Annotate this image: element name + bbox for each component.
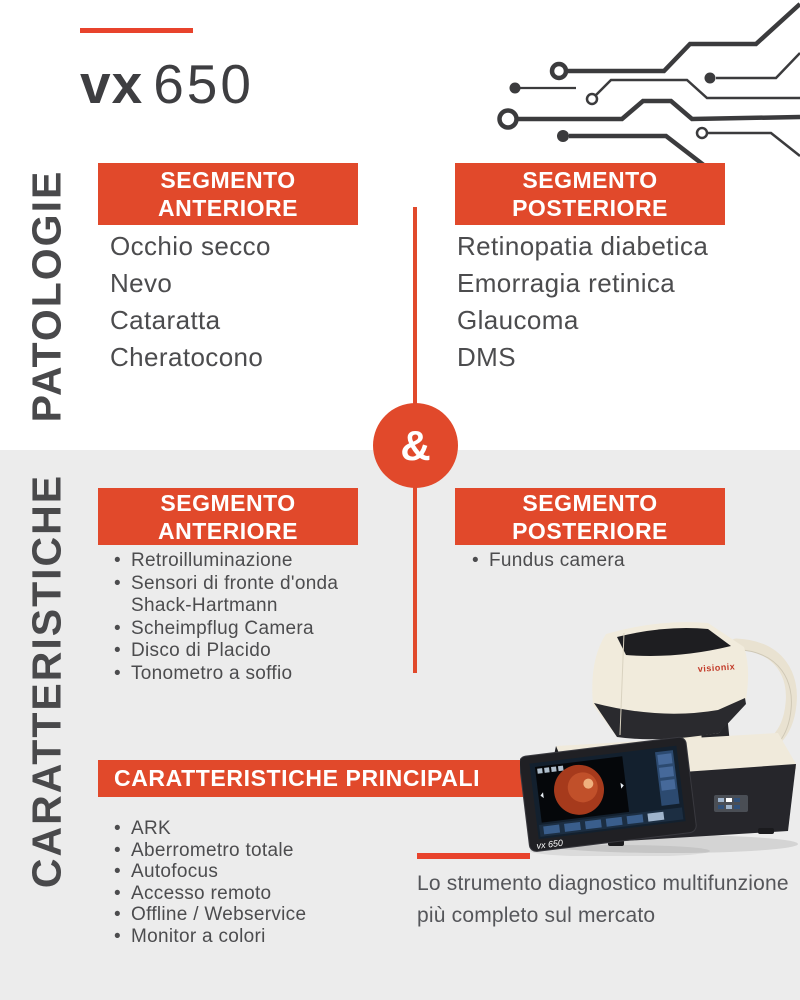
header-line: ANTERIORE <box>158 195 298 221</box>
caratteristica-item: • Retroilluminazione <box>112 550 364 573</box>
caratteristica-item: • Autofocus <box>112 861 442 883</box>
patologia-item: Cataratta <box>110 305 221 335</box>
patologie-posteriore-header <box>455 163 725 225</box>
tagline: Lo strumento diagnostico multifunzione più completo sul mercato <box>417 872 789 927</box>
section-label-patologie: PATOLOGIE <box>23 169 70 423</box>
device-screen <box>520 736 697 852</box>
caratteristica-item: • Monitor a colori <box>112 926 442 948</box>
caratteristica-item: • Accesso remoto <box>112 883 442 905</box>
caratteristica-item: • Scheimpflug Camera <box>112 618 364 641</box>
patologia-item: Glaucoma <box>457 305 579 335</box>
title-accent-bar <box>80 28 193 33</box>
product-number: 650 <box>153 53 254 115</box>
caratteristiche-anteriore-list <box>112 550 364 685</box>
patologia-item: Cheratocono <box>110 342 264 372</box>
caratteristica-item: • ARK <box>112 818 442 840</box>
circuit-graphic <box>480 0 800 165</box>
caratteristica-item: • Aberrometro totale <box>112 840 442 862</box>
caratteristiche-principali-banner <box>98 760 558 797</box>
tagline-accent-bar <box>417 853 530 859</box>
caratteristica-item: • Sensori di fronte d'onda Shack-Hartmann <box>112 573 364 618</box>
patologie-anteriore-header <box>98 163 358 225</box>
section-label-caratteristiche: CARATTERISTICHE <box>23 473 70 889</box>
caratteristica-item: • Fundus camera <box>470 550 690 573</box>
patologia-item: Nevo <box>110 268 173 298</box>
header-line: SEGMENTO <box>522 167 658 193</box>
header-line: POSTERIORE <box>512 195 668 221</box>
patologia-item: Emorragia retinica <box>457 268 676 298</box>
banner-title: CARATTERISTICHE PRINCIPALI <box>114 765 481 791</box>
device-model-label: vx 650 <box>535 837 564 851</box>
patologia-item: Occhio secco <box>110 231 271 261</box>
header-line: SEGMENTO <box>160 489 296 516</box>
caratteristica-item: • Tonometro a soffio <box>112 663 364 686</box>
caratteristiche-posteriore-header <box>455 488 725 545</box>
patologie-anteriore-list <box>110 228 271 376</box>
device-control-panel <box>714 795 748 812</box>
header-line: SEGMENTO <box>160 167 296 193</box>
header-line: SEGMENTO <box>522 489 658 516</box>
patologia-item: Retinopatia diabetica <box>457 231 709 261</box>
ampersand: & <box>400 421 431 469</box>
caratteristiche-posteriore-list <box>470 550 690 573</box>
caratteristica-item: • Offline / Webservice <box>112 904 442 926</box>
ampersand-connector <box>373 403 458 488</box>
header-line: ANTERIORE <box>158 517 298 544</box>
patologie-posteriore-list <box>457 228 708 376</box>
caratteristiche-principali-list <box>112 818 442 947</box>
page-title <box>80 52 254 116</box>
caratteristiche-anteriore-header <box>98 488 358 545</box>
product-name: vx <box>80 53 144 115</box>
device-brand-logo: visionix <box>697 661 736 674</box>
caratteristica-item: • Disco di Placido <box>112 640 364 663</box>
header-line: POSTERIORE <box>512 517 668 544</box>
patologia-item: DMS <box>457 342 516 372</box>
device-image <box>520 606 800 856</box>
